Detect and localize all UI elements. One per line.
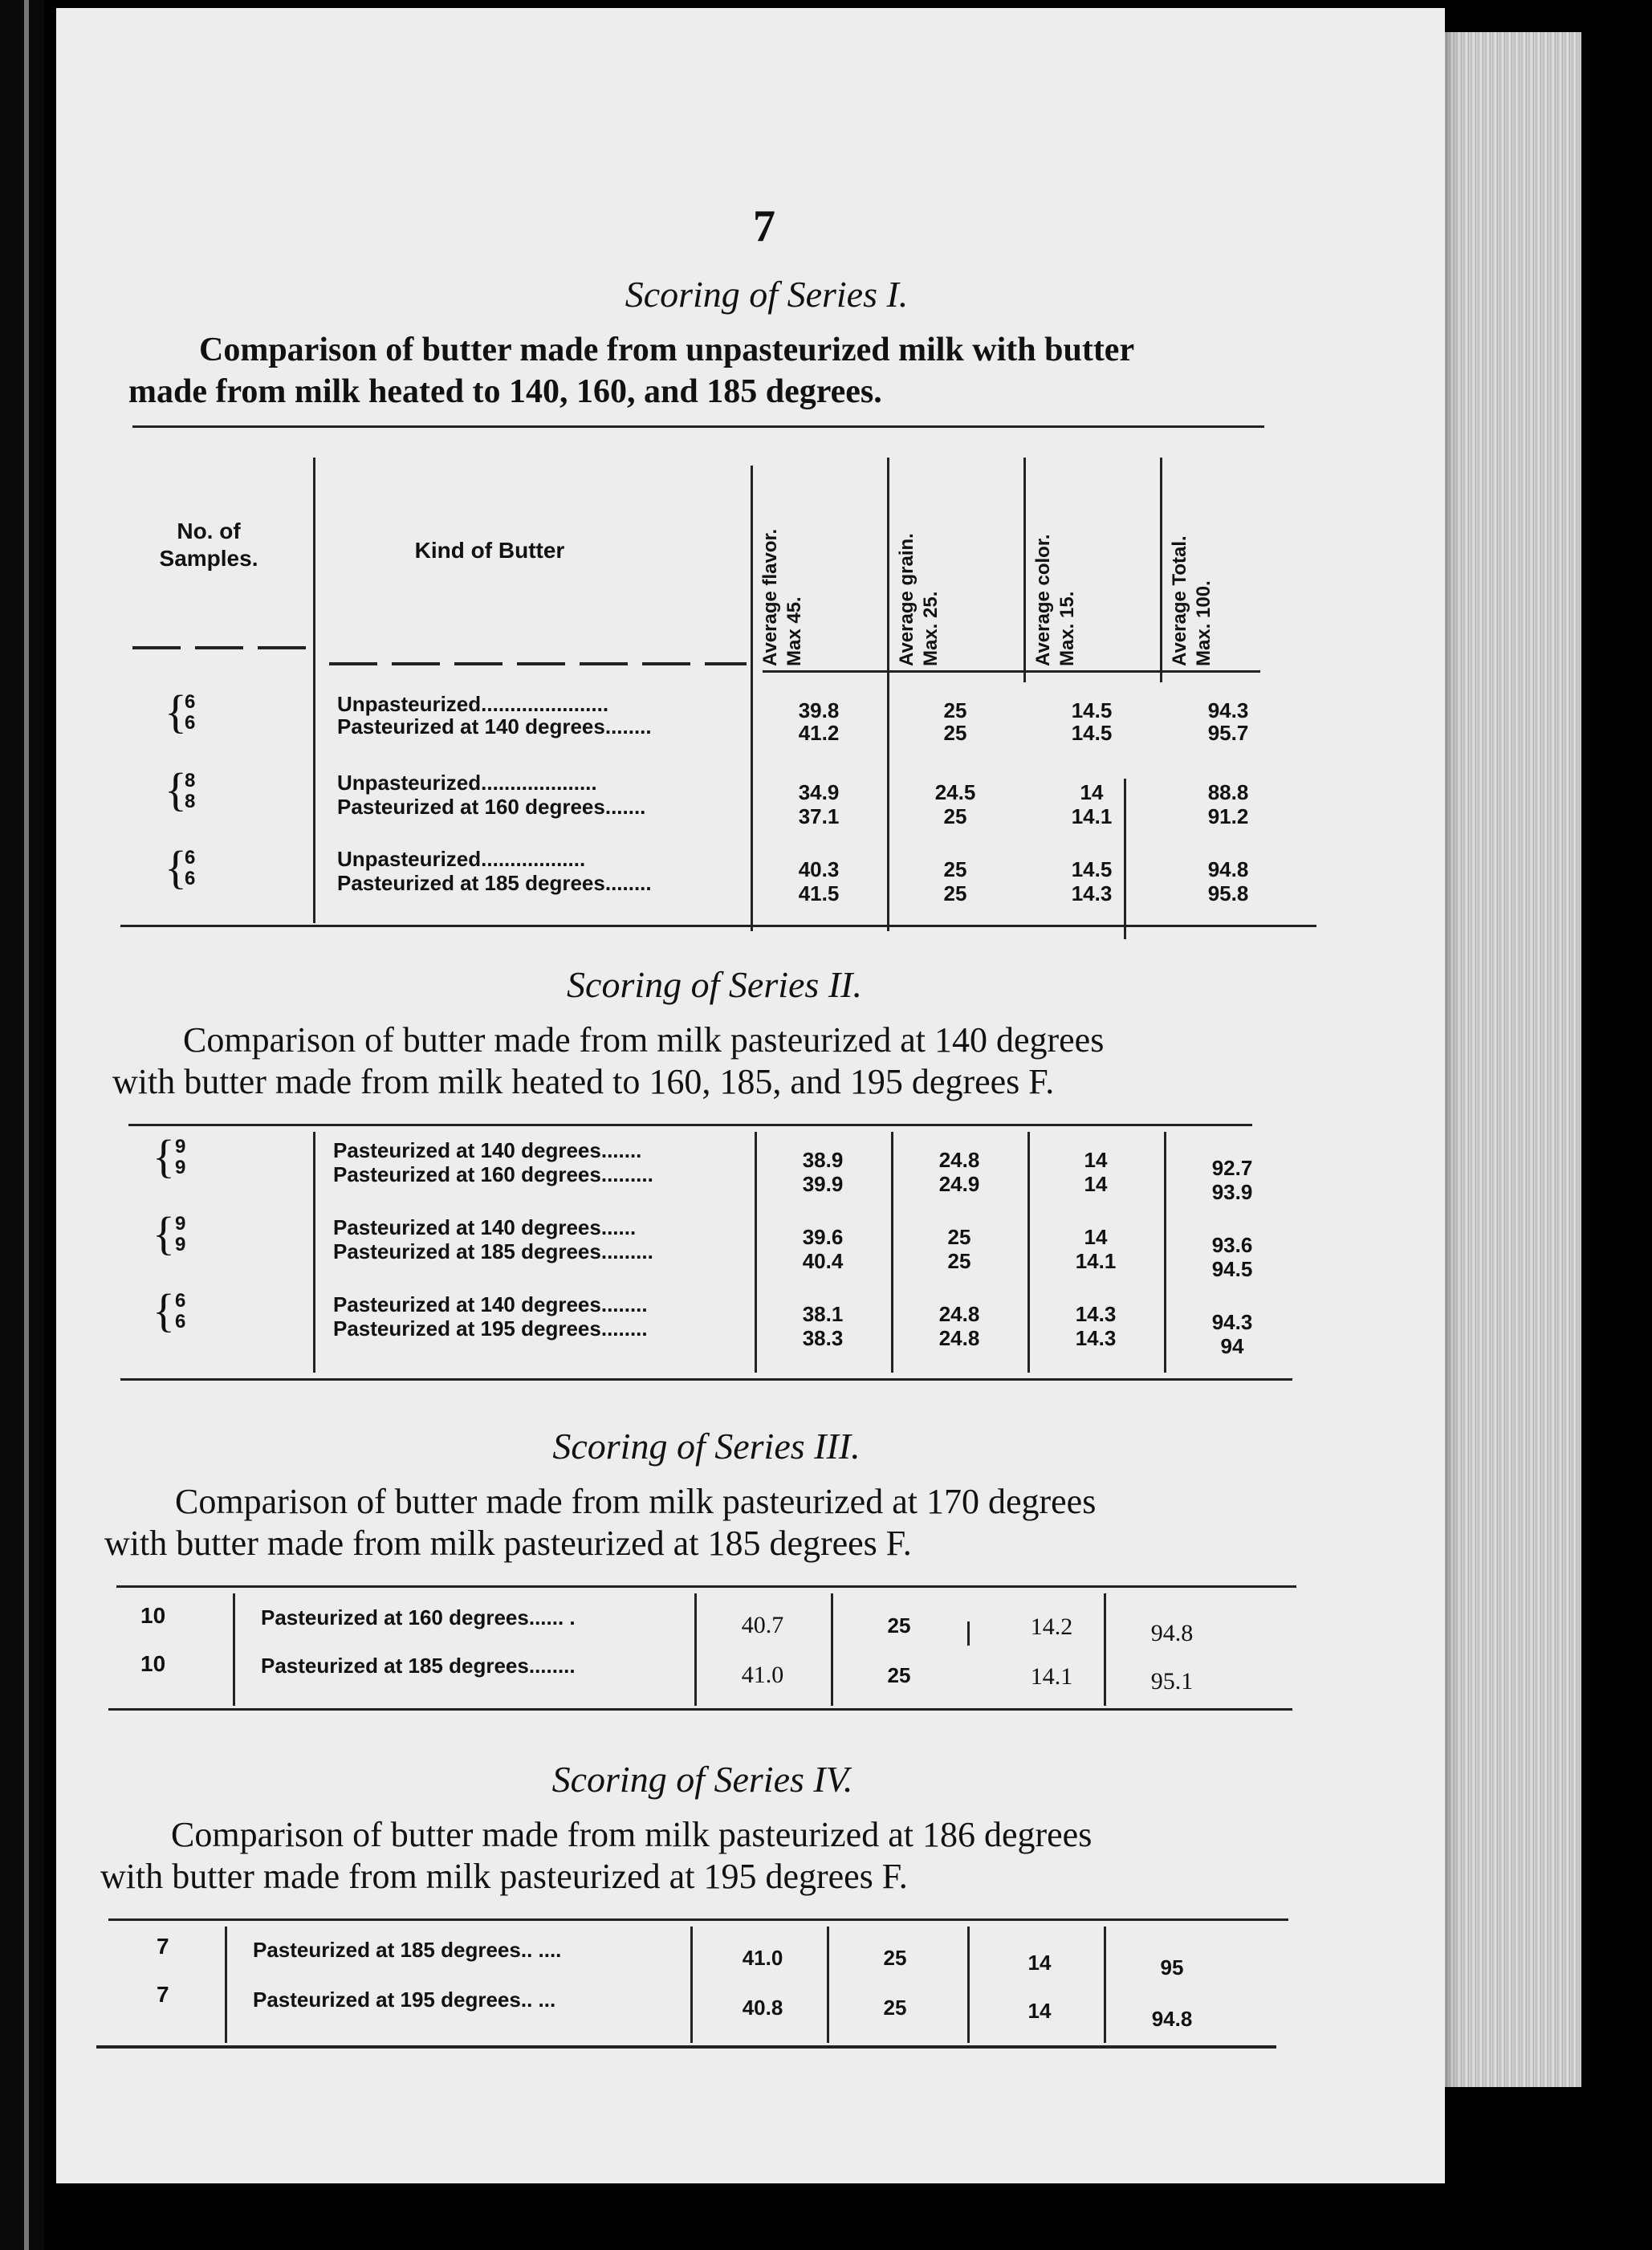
group-brace: {	[153, 1284, 175, 1337]
value-flavor: 40.7	[741, 1612, 784, 1638]
butter-kind: Pasteurized at 195 degrees........	[333, 1316, 648, 1341]
series-2-caption: Comparison of butter made from milk pasteurized at 140 degrees with butter made from milk heated to 160, 185, and 195 degrees F.	[112, 1020, 1105, 1101]
sample-count: 9	[175, 1234, 186, 1255]
value-flavor: 38.9	[802, 1148, 844, 1172]
sample-count: 10	[140, 1603, 166, 1628]
series-1-caption: Comparison of butter made from unpasteurized milk with butter made from milk heated to 140, 160, and 185 degrees.	[128, 332, 1135, 410]
sample-count: 7	[157, 1934, 169, 1959]
value-flavor: 37.1	[798, 804, 840, 828]
sample-count: 8	[185, 770, 196, 791]
value-grain: 25	[943, 804, 967, 828]
value-grain: 24.8	[938, 1302, 980, 1326]
series-1-title: Scoring of Series I.	[625, 274, 909, 315]
butter-kind: Pasteurized at 140 degrees........	[337, 714, 652, 738]
col-divider	[967, 1621, 970, 1646]
col-divider	[967, 1927, 970, 2043]
value-flavor: 34.9	[798, 780, 840, 804]
value-color: 14.5	[1071, 721, 1113, 745]
value-total: 88.8	[1207, 780, 1249, 804]
value-flavor: 38.1	[802, 1302, 844, 1326]
value-flavor: 39.9	[802, 1172, 844, 1196]
col-divider	[751, 466, 753, 931]
value-total: 93.9	[1211, 1180, 1253, 1204]
butter-kind: Unpasteurized....................	[337, 771, 597, 795]
sample-count: 10	[140, 1651, 166, 1676]
sample-count: 6	[185, 868, 196, 889]
value-flavor: 41.2	[798, 721, 840, 745]
series-3-bottom-rule	[108, 1708, 1292, 1711]
butter-kind: Pasteurized at 160 degrees.......	[337, 795, 646, 819]
col-divider	[1104, 1593, 1106, 1706]
value-total: 95.1	[1150, 1668, 1194, 1695]
header-kind: Kind of Butter	[414, 538, 565, 563]
value-flavor: 41.5	[798, 881, 840, 905]
sample-count: 9	[175, 1213, 186, 1235]
value-grain: 24.9	[938, 1172, 980, 1196]
sample-count: 8	[185, 791, 196, 812]
butter-kind: Pasteurized at 185 degrees........	[261, 1654, 576, 1678]
sample-count: 9	[175, 1136, 186, 1158]
header-dash	[329, 662, 747, 665]
group-brace: {	[153, 1207, 175, 1259]
value-color: 14	[1084, 1225, 1108, 1249]
sample-count: 6	[175, 1311, 186, 1333]
sample-count: 6	[185, 847, 196, 869]
col-divider	[887, 458, 889, 931]
value-color: 14	[1084, 1148, 1108, 1172]
series-2-bottom-rule	[120, 1378, 1292, 1381]
value-flavor: 40.3	[798, 857, 840, 881]
value-grain: 25	[887, 1613, 911, 1638]
group-brace: {	[165, 841, 187, 893]
value-color: 14.3	[1075, 1302, 1117, 1326]
value-total: 94.5	[1211, 1257, 1253, 1281]
series-2-title: Scoring of Series II.	[567, 964, 862, 1005]
value-color: 14.1	[1075, 1249, 1117, 1273]
value-flavor: 39.6	[802, 1225, 844, 1249]
header-samples: No. of Samples.	[159, 519, 258, 571]
series-3-caption: Comparison of butter made from milk pasteurized at 170 degrees with butter made from milk pasteurized at 185 degrees F.	[104, 1482, 1097, 1563]
col-divider	[891, 1132, 893, 1373]
value-total: 94	[1220, 1334, 1244, 1358]
series-4-caption: Comparison of butter made from milk pasteurized at 186 degrees with butter made from milk pasteurized at 195 degrees F.	[100, 1815, 1093, 1896]
col-divider	[313, 458, 315, 923]
series-3-title: Scoring of Series III.	[552, 1426, 861, 1467]
col-divider	[1027, 1132, 1030, 1373]
series-4-title: Scoring of Series IV.	[551, 1759, 853, 1800]
header-grain: Average grain. Max. 25.	[896, 533, 942, 666]
header-color: Average color. Max. 15.	[1032, 534, 1078, 666]
value-color: 14	[1027, 1999, 1052, 2023]
butter-kind: Pasteurized at 160 degrees...... .	[261, 1605, 576, 1630]
value-grain: 24.8	[938, 1148, 980, 1172]
sample-count: 6	[185, 691, 196, 713]
value-color: 14.5	[1071, 698, 1113, 722]
col-divider	[313, 1132, 315, 1373]
col-divider	[1164, 1132, 1166, 1373]
value-flavor: 38.3	[802, 1326, 844, 1350]
value-grain: 25	[943, 881, 967, 905]
value-total: 95.7	[1207, 721, 1249, 745]
value-flavor: 40.4	[802, 1249, 844, 1273]
value-color: 14.5	[1071, 857, 1113, 881]
col-divider	[755, 1132, 757, 1373]
butter-kind: Pasteurized at 160 degrees.........	[333, 1162, 653, 1186]
value-total: 91.2	[1207, 804, 1249, 828]
value-grain: 25	[943, 698, 967, 722]
value-flavor: 41.0	[741, 1662, 784, 1688]
value-color: 14.3	[1075, 1326, 1117, 1350]
value-color: 14.3	[1071, 881, 1113, 905]
col-divider	[694, 1593, 697, 1706]
value-total: 93.6	[1211, 1233, 1253, 1257]
header-dash	[132, 646, 309, 649]
value-total: 94.3	[1211, 1310, 1253, 1334]
sample-count: 7	[157, 1982, 169, 2007]
sample-count: 9	[175, 1157, 186, 1178]
butter-kind: Pasteurized at 140 degrees........	[333, 1292, 648, 1316]
col-divider	[1160, 458, 1162, 682]
value-color: 14	[1027, 1951, 1052, 1975]
value-color: 14.1	[1030, 1663, 1073, 1690]
value-color: 14.1	[1071, 804, 1113, 828]
value-grain: 25	[943, 721, 967, 745]
value-grain: 24.5	[934, 780, 976, 804]
butter-kind: Pasteurized at 185 degrees.. ....	[253, 1938, 562, 1962]
butter-kind: Pasteurized at 185 degrees.........	[333, 1239, 653, 1263]
sample-count: 6	[175, 1290, 186, 1312]
group-brace: {	[165, 763, 187, 816]
value-grain: 24.8	[938, 1326, 980, 1350]
series-4-top-rule	[108, 1918, 1288, 1921]
value-total: 94.3	[1207, 698, 1249, 722]
butter-kind: Unpasteurized......................	[337, 692, 609, 716]
value-total: 94.8	[1151, 2007, 1193, 2031]
header-total: Average Total. Max. 100.	[1169, 535, 1215, 666]
value-grain: 25	[883, 1946, 907, 1970]
series-4-bottom-rule	[96, 2045, 1276, 2049]
col-divider	[690, 1927, 693, 2043]
value-total: 94.8	[1207, 857, 1249, 881]
book-page	[56, 8, 1445, 2183]
header-flavor: Average flavor. Max 45.	[759, 528, 805, 666]
book-spine-shadow	[0, 0, 44, 2250]
series-2-top-rule	[128, 1124, 1252, 1126]
series-1-bottom-rule	[120, 925, 1316, 927]
value-color: 14	[1080, 780, 1104, 804]
value-flavor: 41.0	[742, 1946, 783, 1970]
value-color: 14	[1084, 1172, 1108, 1196]
value-grain: 25	[947, 1249, 971, 1273]
value-total: 95.8	[1207, 881, 1249, 905]
value-flavor: 39.8	[798, 698, 840, 722]
butter-kind: Unpasteurized..................	[337, 847, 586, 871]
butter-kind: Pasteurized at 195 degrees.. ...	[253, 1988, 556, 2012]
col-divider	[1104, 1927, 1106, 2043]
value-total: 92.7	[1211, 1156, 1253, 1180]
series-1-top-rule	[132, 425, 1264, 428]
value-grain: 25	[883, 1996, 907, 2020]
value-grain: 25	[943, 857, 967, 881]
header-bottom-rule	[763, 670, 1260, 673]
group-brace: {	[153, 1130, 175, 1182]
page-number: 7	[753, 201, 775, 251]
butter-kind: Pasteurized at 140 degrees.......	[333, 1138, 642, 1162]
value-grain: 25	[887, 1663, 911, 1687]
col-divider	[831, 1593, 833, 1706]
value-flavor: 40.8	[742, 1996, 783, 2020]
col-divider	[1023, 458, 1026, 682]
col-divider	[827, 1927, 829, 2043]
butter-kind: Pasteurized at 140 degrees......	[333, 1215, 637, 1239]
value-total: 95	[1160, 1955, 1184, 1979]
col-divider	[233, 1593, 235, 1706]
butter-kind: Pasteurized at 185 degrees........	[337, 871, 652, 895]
value-color: 14.2	[1030, 1613, 1073, 1640]
group-brace: {	[165, 686, 187, 738]
book-spine-edge	[24, 0, 29, 2250]
value-total: 94.8	[1150, 1620, 1194, 1646]
sample-count: 6	[185, 712, 196, 734]
series-3-top-rule	[116, 1585, 1296, 1588]
value-grain: 25	[947, 1225, 971, 1249]
col-divider	[225, 1927, 227, 2043]
